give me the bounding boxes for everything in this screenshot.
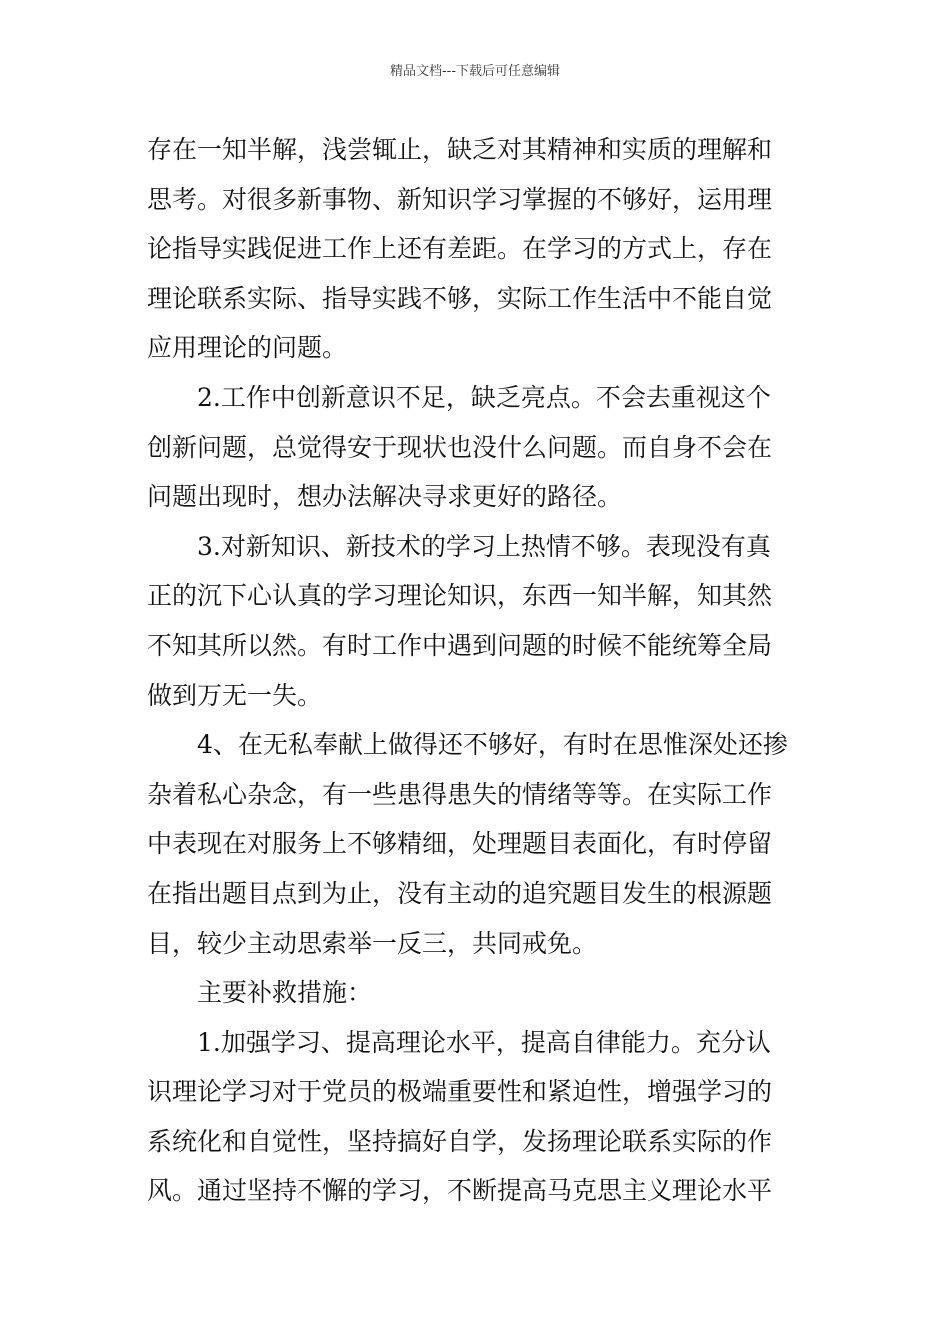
body-line: 正的沉下心认真的学习理论知识，东西一知半解，知其然 [147,581,773,611]
body-line: 应用理论的问题。 [147,333,348,363]
body-line: 4、在无私奉献上做得还不够好，有时在思惟深处还掺 [197,730,788,760]
body-line: 1.加强学习、提高理论水平，提高自律能力。充分认 [197,1027,771,1057]
body-line: 在指出题目点到为止，没有主动的追究题目发生的根源题 [147,878,773,908]
body-line: 杂着私心杂念，有一些患得患失的情绪等等。在实际工作 [147,779,773,809]
body-line: 问题出现时，想办法解决寻求更好的路径。 [147,482,623,512]
body-line: 思考。对很多新事物、新知识学习掌握的不够好，运用理 [147,184,773,214]
body-line: 论指导实践促进工作上还有差距。在学习的方式上，存在 [147,234,773,264]
body-line: 理论联系实际、指导实践不够，实际工作生活中不能自觉 [147,283,773,313]
body-line: 创新问题，总觉得安于现状也没什么问题。而自身不会在 [147,432,773,462]
body-line: 2.工作中创新意识不足，缺乏亮点。不会去重视这个 [197,382,771,412]
body-line: 存在一知半解，浅尝辄止，缺乏对其精神和实质的理解和 [147,135,773,164]
page-header: 精品文档---下载后可任意编辑 [389,64,561,79]
body-line: 目，较少主动思索举一反三，共同戒免。 [147,928,598,958]
body-line: 风。通过坚持不懈的学习，不断提高马克思主义理论水平 [147,1176,773,1206]
body-line: 中表现在对服务上不够精细，处理题目表面化，有时停留 [147,829,773,859]
body-line: 不知其所以然。有时工作中遇到问题的时候不能统筹全局 [147,630,773,660]
body-line: 系统化和自觉性，坚持搞好自学，发扬理论联系实际的作 [147,1126,773,1156]
body-line: 3.对新知识、新技术的学习上热情不够。表现没有真 [197,531,771,561]
body-line: 识理论学习对于党员的极端重要性和紧迫性，增强学习的 [147,1077,773,1107]
body-line: 做到万无一失。 [147,680,323,710]
document-body [147,125,807,1216]
body-line: 主要补救措施： [197,978,373,1008]
